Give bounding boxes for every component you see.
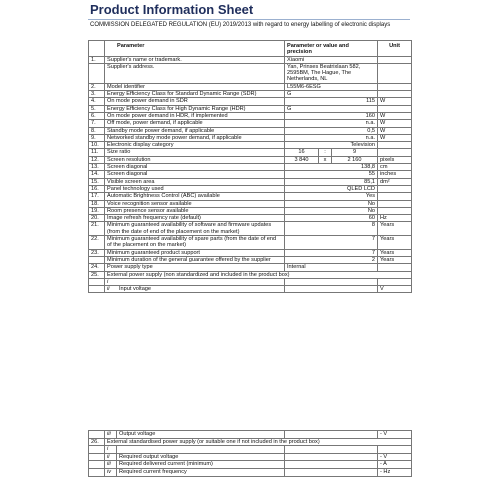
table-row xyxy=(89,271,412,278)
sub-label: Output voltage xyxy=(117,431,285,439)
table-row xyxy=(89,112,412,119)
row-number: 9. xyxy=(89,134,105,141)
row-value: G xyxy=(285,105,378,112)
row-number: 24. xyxy=(89,264,105,271)
row-number xyxy=(89,453,105,461)
row-value: No xyxy=(285,200,378,207)
row-value: 0,5 xyxy=(285,127,378,134)
row-parameter: Energy Efficiency Class for High Dynamic Range (HDR) xyxy=(105,105,285,112)
table-row xyxy=(89,56,412,63)
table-row xyxy=(89,286,412,293)
table-row xyxy=(89,193,412,200)
row-value: 160 xyxy=(285,112,378,119)
row-value: G xyxy=(285,91,378,98)
row-number: 21. xyxy=(89,222,105,236)
row-parameter: Screen diagonal xyxy=(105,164,285,171)
row-unit: W xyxy=(378,127,412,134)
header-number xyxy=(89,41,105,57)
row-unit: - V xyxy=(378,431,412,439)
row-value-a: 16 xyxy=(285,149,319,156)
row-unit xyxy=(378,200,412,207)
table-row xyxy=(89,142,412,149)
row-unit xyxy=(378,83,412,90)
row-subparameter xyxy=(105,278,285,285)
row-number: 3. xyxy=(89,91,105,98)
row-unit: pixels xyxy=(378,156,412,163)
row-unit xyxy=(378,91,412,98)
row-number: 11. xyxy=(89,149,105,156)
table-row xyxy=(89,149,412,156)
row-parameter: Power supply type xyxy=(105,264,285,271)
row-unit: W xyxy=(378,120,412,127)
row-parameter: Image refresh frequency rate (default) xyxy=(105,215,285,222)
sub-index: ii xyxy=(105,453,117,461)
row-value: 8 xyxy=(285,222,378,236)
row-parameter: Supplier's address. xyxy=(105,63,285,83)
row-value xyxy=(285,461,378,469)
table-row xyxy=(89,249,412,256)
sub-index: iv xyxy=(105,468,117,476)
row-number: 17. xyxy=(89,193,105,200)
row-value-b: 2 160 xyxy=(332,156,378,163)
row-section-title: External standardised power supply (or suitable one if not included in the product box) xyxy=(105,438,412,446)
header-unit: Unit xyxy=(378,41,412,57)
row-unit: W xyxy=(378,98,412,105)
row-parameter: Energy Efficiency Class for Standard Dynamic Range (SDR) xyxy=(105,91,285,98)
page-title: Product Information Sheet xyxy=(90,2,254,17)
sub-label: Input voltage xyxy=(119,286,152,293)
row-value: QLED LCD xyxy=(285,185,378,192)
row-number: 20. xyxy=(89,215,105,222)
table-row xyxy=(89,156,412,163)
row-number: 7. xyxy=(89,120,105,127)
table-row xyxy=(89,185,412,192)
row-unit: - A xyxy=(378,461,412,469)
header-parameter: Parameter xyxy=(105,41,285,57)
row-number: 4. xyxy=(89,98,105,105)
row-value: 7 xyxy=(285,249,378,256)
table-row xyxy=(89,256,412,263)
table-row xyxy=(89,278,412,285)
row-unit: Hz xyxy=(378,215,412,222)
row-value-a: 3 840 xyxy=(285,156,319,163)
row-number: 5. xyxy=(89,105,105,112)
sub-label: Required output voltage xyxy=(117,453,285,461)
table-row xyxy=(89,105,412,112)
table-row xyxy=(89,453,412,461)
row-unit: V xyxy=(378,286,412,293)
row-unit: inches xyxy=(378,171,412,178)
table-row xyxy=(89,236,412,250)
row-number xyxy=(89,286,105,293)
row-unit: - V xyxy=(378,453,412,461)
table-row xyxy=(89,222,412,236)
row-parameter: Networked standby mode power demand, if applicable xyxy=(105,134,285,141)
row-unit xyxy=(378,185,412,192)
row-value: Yan, Prinses Beatrixlaan 582, 2595BM, The Hague, The Netherlands, NL xyxy=(285,63,378,83)
row-number: 6. xyxy=(89,112,105,119)
table-row xyxy=(89,431,412,439)
row-value: 2 xyxy=(285,256,378,263)
table-row xyxy=(89,461,412,469)
row-section-title: External power supply (non standardized and included in the product box) xyxy=(105,271,412,278)
row-value: 55 xyxy=(285,171,378,178)
row-parameter: Screen diagonal xyxy=(105,171,285,178)
row-unit: W xyxy=(378,134,412,141)
row-unit: W xyxy=(378,112,412,119)
table-row xyxy=(89,83,412,90)
row-value xyxy=(285,286,378,293)
row-value: Xiaomi xyxy=(285,56,378,63)
row-parameter: Size ratio xyxy=(105,149,285,156)
row-parameter: Model identifier xyxy=(105,83,285,90)
table-row xyxy=(89,207,412,214)
sub-index: i xyxy=(105,446,117,454)
row-value: 60 xyxy=(285,215,378,222)
row-unit: - Hz xyxy=(378,468,412,476)
table-row xyxy=(89,98,412,105)
row-value: 115 xyxy=(285,98,378,105)
row-parameter: Off mode, power demand, if applicable xyxy=(105,120,285,127)
row-parameter: Electronic display category xyxy=(105,142,285,149)
parameters-table xyxy=(88,40,412,293)
table-row xyxy=(89,468,412,476)
table-row xyxy=(89,120,412,127)
row-unit: Years xyxy=(378,249,412,256)
table-row xyxy=(89,134,412,141)
row-unit xyxy=(378,278,412,285)
row-value-sep: : xyxy=(319,149,332,156)
row-unit: Years xyxy=(378,236,412,250)
row-number: 22. xyxy=(89,236,105,250)
sub-index: i xyxy=(107,278,109,285)
row-parameter: Panel technology used xyxy=(105,185,285,192)
row-parameter: Room presence sensor available xyxy=(105,207,285,214)
row-unit xyxy=(378,105,412,112)
row-unit xyxy=(378,56,412,63)
row-value xyxy=(285,278,378,285)
row-number: 13. xyxy=(89,164,105,171)
header-value: Parameter or value and precision xyxy=(285,41,378,57)
row-number: 2. xyxy=(89,83,105,90)
power-supply-table xyxy=(88,430,412,477)
table-row xyxy=(89,164,412,171)
row-value: Internal xyxy=(285,264,378,271)
sub-label: Required delivered current (minimum) xyxy=(117,461,285,469)
row-value: Television xyxy=(285,142,378,149)
row-number: 12. xyxy=(89,156,105,163)
row-value xyxy=(285,468,378,476)
sub-label: Required current frequency xyxy=(117,468,285,476)
row-unit xyxy=(378,142,412,149)
row-unit: dm² xyxy=(378,178,412,185)
row-unit xyxy=(378,193,412,200)
row-number xyxy=(89,446,105,454)
row-value: n.a. xyxy=(285,120,378,127)
row-value-b: 9 xyxy=(332,149,378,156)
sub-index: iii xyxy=(105,431,117,439)
power-supply-body xyxy=(89,431,412,477)
row-number xyxy=(89,461,105,469)
row-value: No xyxy=(285,207,378,214)
sub-index: iii xyxy=(105,461,117,469)
table-header-row xyxy=(89,41,412,57)
row-number xyxy=(89,256,105,263)
row-number: 25. xyxy=(89,271,105,278)
row-number: 19. xyxy=(89,207,105,214)
row-number: 10. xyxy=(89,142,105,149)
row-parameter: Minimum guaranteed availability of software and firmware updates (from the date of end of the placement on the market) xyxy=(105,222,285,236)
row-value xyxy=(285,431,378,439)
row-parameter: On mode power demand in HDR, if implemented xyxy=(105,112,285,119)
row-number: 26. xyxy=(89,438,105,446)
row-unit xyxy=(378,446,412,454)
row-number xyxy=(89,278,105,285)
row-value xyxy=(285,446,378,454)
row-unit xyxy=(378,207,412,214)
row-parameter: On mode power demand in SDR xyxy=(105,98,285,105)
row-unit: Years xyxy=(378,222,412,236)
row-number: 15. xyxy=(89,178,105,185)
row-value: 85,1 xyxy=(285,178,378,185)
row-number: 1. xyxy=(89,56,105,63)
table-row xyxy=(89,215,412,222)
table-row xyxy=(89,63,412,83)
regulation-text: COMMISSION DELEGATED REGULATION (EU) 2019/2013 with regard to energy labelling of electronic displays xyxy=(90,22,391,28)
row-number: 18. xyxy=(89,200,105,207)
row-value xyxy=(285,453,378,461)
table-row xyxy=(89,438,412,446)
row-unit: cm xyxy=(378,164,412,171)
table-row xyxy=(89,127,412,134)
row-subparameter xyxy=(105,286,285,293)
row-parameter: Screen resolution xyxy=(105,156,285,163)
table-row xyxy=(89,200,412,207)
row-parameter: Minimum guaranteed availability of spare parts (from the date of end of the placement on the market) xyxy=(105,236,285,250)
row-unit xyxy=(378,149,412,156)
row-parameter: Minimum guaranteed product support xyxy=(105,249,285,256)
row-parameter: Supplier's name or trademark. xyxy=(105,56,285,63)
table-row xyxy=(89,446,412,454)
sub-index: ii xyxy=(107,286,110,293)
table-row xyxy=(89,171,412,178)
table-body xyxy=(89,56,412,293)
row-parameter: Standby mode power demand, if applicable xyxy=(105,127,285,134)
row-unit: Years xyxy=(378,256,412,263)
row-value: L55M6-6ESG xyxy=(285,83,378,90)
row-unit xyxy=(378,63,412,83)
row-parameter: Voice recognition sensor available xyxy=(105,200,285,207)
row-number xyxy=(89,63,105,83)
row-number: 8. xyxy=(89,127,105,134)
table-row xyxy=(89,91,412,98)
row-unit xyxy=(378,264,412,271)
row-value: 138,8 xyxy=(285,164,378,171)
row-value-sep: x xyxy=(319,156,332,163)
row-parameter: Visible screen area xyxy=(105,178,285,185)
row-number: 14. xyxy=(89,171,105,178)
title-divider xyxy=(88,19,410,20)
table-row xyxy=(89,264,412,271)
row-parameter: Automatic Brightness Control (ABC) available xyxy=(105,193,285,200)
row-number xyxy=(89,431,105,439)
row-value: 7 xyxy=(285,236,378,250)
row-value: n.a. xyxy=(285,134,378,141)
row-number xyxy=(89,468,105,476)
row-value: Yes xyxy=(285,193,378,200)
row-number: 16. xyxy=(89,185,105,192)
row-parameter: Minimum duration of the general guarantee offered by the supplier xyxy=(105,256,285,263)
row-number: 23. xyxy=(89,249,105,256)
table-row xyxy=(89,178,412,185)
sub-label xyxy=(117,446,285,454)
